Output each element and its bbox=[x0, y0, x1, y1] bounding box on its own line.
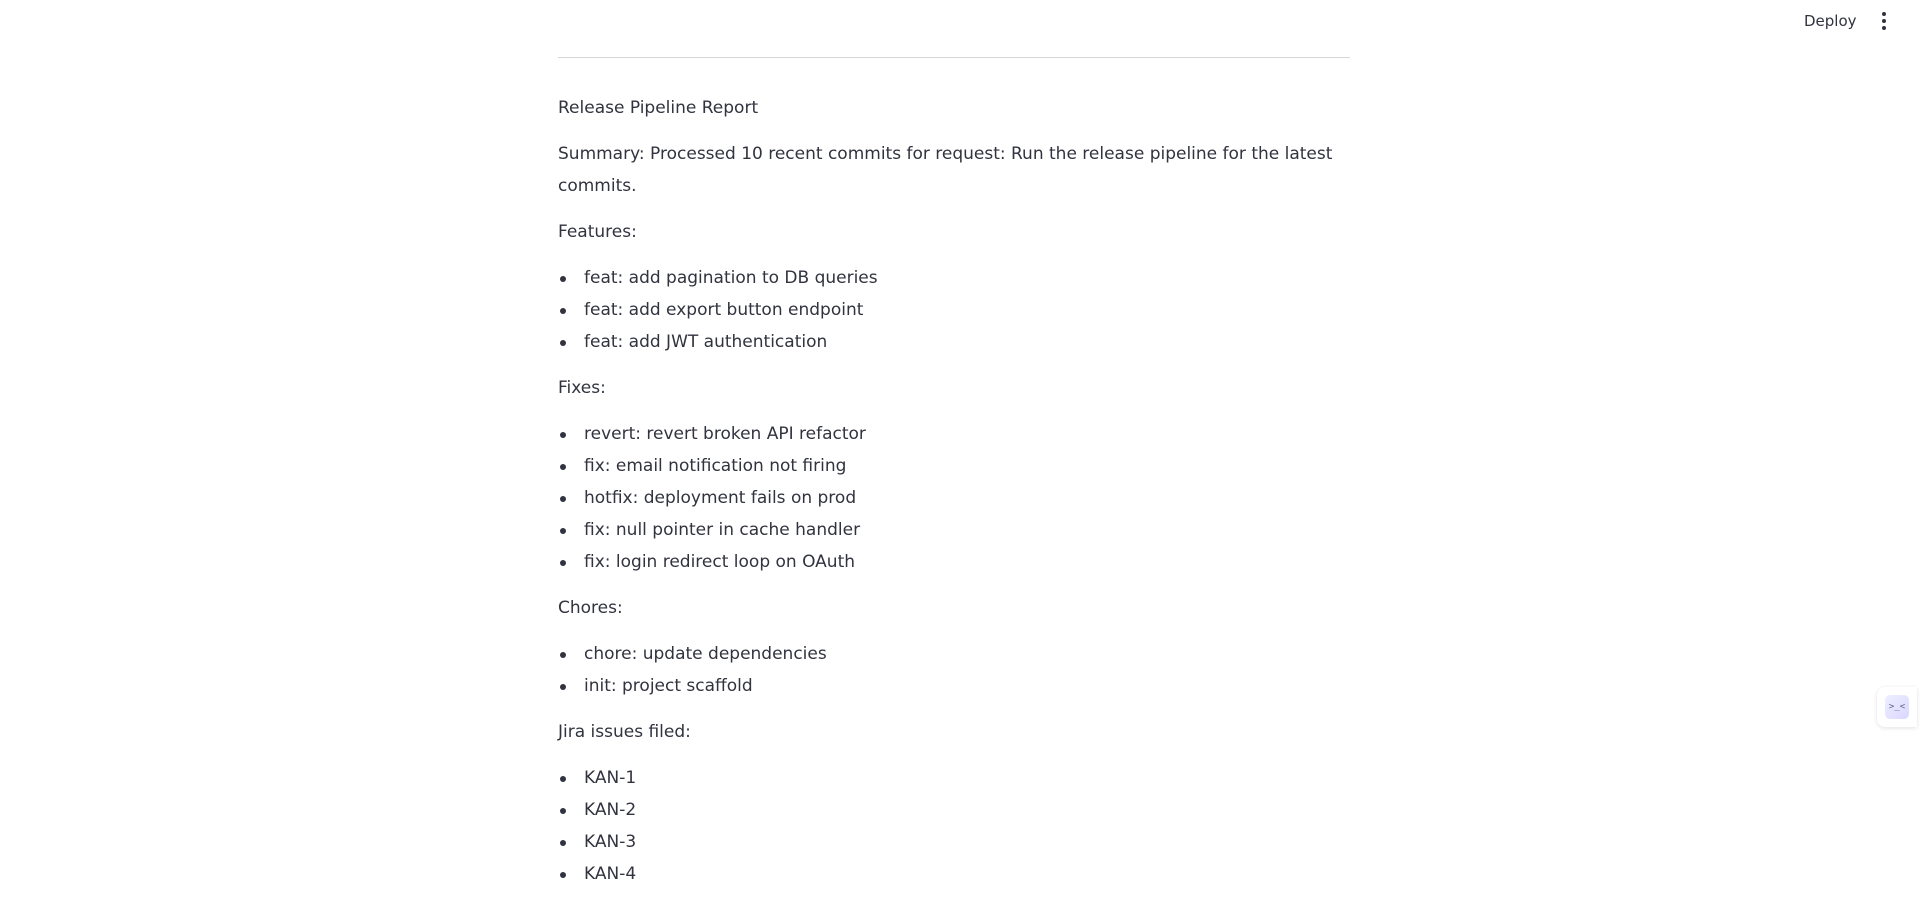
list-item: revert: revert broken API refactor bbox=[584, 418, 1350, 450]
fixes-list bbox=[558, 418, 1350, 578]
list-item: hotfix: deployment fails on prod bbox=[584, 482, 1350, 514]
horizontal-divider bbox=[558, 57, 1350, 58]
features-heading: Features: bbox=[558, 222, 637, 242]
app-header bbox=[0, 0, 1920, 40]
report-title: Release Pipeline Report bbox=[558, 98, 759, 118]
list-item: KAN-4 bbox=[584, 858, 1350, 890]
chores-heading: Chores: bbox=[558, 598, 623, 618]
menu-dot bbox=[1882, 12, 1886, 16]
jira-heading: Jira issues filed: bbox=[558, 722, 691, 742]
deploy-button[interactable]: Deploy bbox=[1797, 9, 1864, 33]
list-item: fix: email notification not firing bbox=[584, 450, 1350, 482]
menu-dot bbox=[1882, 26, 1886, 30]
list-item: KAN-2 bbox=[584, 794, 1350, 826]
list-item: KAN-3 bbox=[584, 826, 1350, 858]
dev-tools-button[interactable] bbox=[1877, 687, 1917, 727]
list-item: feat: add pagination to DB queries bbox=[584, 262, 1350, 294]
list-item: feat: add export button endpoint bbox=[584, 294, 1350, 326]
main-menu-icon[interactable] bbox=[1874, 8, 1894, 34]
chores-list bbox=[558, 638, 1350, 702]
list-item: init: project scaffold bbox=[584, 670, 1350, 702]
list-item: fix: login redirect loop on OAuth bbox=[584, 546, 1350, 578]
fixes-heading: Fixes: bbox=[558, 378, 606, 398]
list-item: chore: update dependencies bbox=[584, 638, 1350, 670]
jira-issues-list bbox=[558, 762, 1350, 890]
report-summary: Summary: Processed 10 recent commits for request: Run the release pipeline for the latest commits. bbox=[558, 144, 1333, 196]
list-item: feat: add JWT authentication bbox=[584, 326, 1350, 358]
dev-tools-icon: >_< bbox=[1885, 695, 1909, 719]
menu-dot bbox=[1882, 19, 1886, 23]
release-report bbox=[558, 92, 1350, 904]
features-list bbox=[558, 262, 1350, 358]
list-item: KAN-1 bbox=[584, 762, 1350, 794]
list-item: fix: null pointer in cache handler bbox=[584, 514, 1350, 546]
